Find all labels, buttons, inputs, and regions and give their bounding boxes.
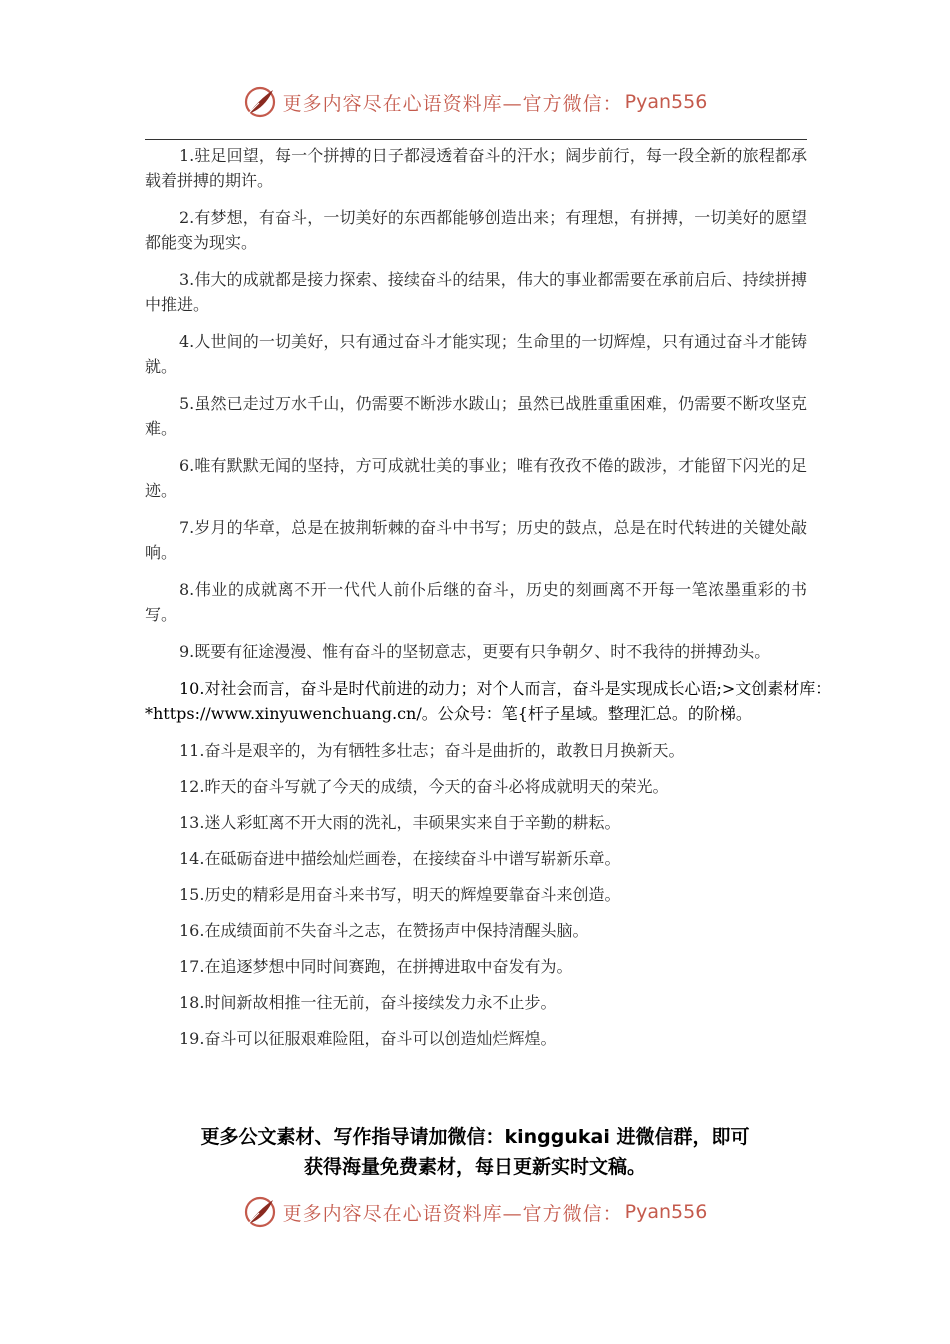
footer-banner [0, 1190, 950, 1234]
header-banner-text: 更多内容尽在心语资料库—官方微信： [282, 92, 623, 115]
paragraph-1: 1.驻足回望，每一个拼搏的日子都浸透着奋斗的汗水；阔步前行，每一段全新的旅程都承载着拼搏的期许。 [145, 146, 807, 190]
document-body [145, 143, 832, 1062]
paragraph-10: 10.对社会而言，奋斗是时代前进的动力；对个人而言，奋斗是实现成长心语;>文创素材库：*https://www.xinyuwenchuang.cn/。公众号：笔{杆子星域。整理汇总。的阶梯。 [145, 679, 832, 723]
promo-line-1: 更多公文素材、写作指导请加微信：kinggukai 进微信群，即可 [200, 1126, 750, 1148]
header-wechat-id: Pyan556 [624, 91, 708, 113]
paragraph-4: 4.人世间的一切美好，只有通过奋斗才能实现；生命里的一切辉煌，只有通过奋斗才能铸就。 [145, 332, 807, 376]
header-divider [145, 139, 807, 140]
paragraph-5: 5.虽然已走过万水千山，仍需要不断涉水跋山；虽然已战胜重重困难，仍需要不断攻坚克难。 [145, 394, 807, 438]
footer-banner-text: 更多内容尽在心语资料库—官方微信： [282, 1202, 623, 1225]
paragraph-6: 6.唯有默默无闻的坚持，方可成就壮美的事业；唯有孜孜不倦的跋涉，才能留下闪光的足迹。 [145, 456, 807, 500]
paragraph-2: 2.有梦想，有奋斗，一切美好的东西都能够创造出来；有理想，有拼搏，一切美好的愿望都能变为现实。 [145, 208, 807, 252]
footer-wechat-id: Pyan556 [624, 1201, 708, 1223]
paragraph-17: 17.在追逐梦想中同时间赛跑，在拼搏进取中奋发有为。 [179, 957, 573, 976]
paragraph-3: 3.伟大的成就都是接力探索、接续奋斗的结果，伟大的事业都需要在承前启后、持续拼搏中推进。 [145, 270, 807, 314]
promo-notice [100, 1122, 850, 1182]
paragraph-16: 16.在成绩面前不失奋斗之志，在赞扬声中保持清醒头脑。 [179, 921, 589, 940]
paragraph-7: 7.岁月的华章，总是在披荆斩棘的奋斗中书写；历史的鼓点，总是在时代转进的关键处敲响。 [145, 518, 807, 562]
paragraph-18: 18.时间新故相推一往无前，奋斗接续发力永不止步。 [179, 993, 557, 1012]
quill-logo-icon [243, 1195, 277, 1229]
promo-line-2: 获得海量免费素材，每日更新实时文稿。 [303, 1156, 646, 1178]
paragraph-19: 19.奋斗可以征服艰难险阻，奋斗可以创造灿烂辉煌。 [179, 1029, 557, 1048]
paragraph-9: 9.既要有征途漫漫、惟有奋斗的坚韧意志，更要有只争朝夕、时不我待的拼搏劲头。 [179, 642, 771, 661]
header-banner [0, 80, 950, 124]
paragraph-14: 14.在砥砺奋进中描绘灿烂画卷，在接续奋斗中谱写崭新乐章。 [179, 849, 621, 868]
paragraph-15: 15.历史的精彩是用奋斗来书写，明天的辉煌要靠奋斗来创造。 [179, 885, 621, 904]
paragraph-8: 8.伟业的成就离不开一代代人前仆后继的奋斗，历史的刻画离不开每一笔浓墨重彩的书写。 [145, 580, 807, 624]
paragraph-11: 11.奋斗是艰辛的，为有牺牲多壮志；奋斗是曲折的，敢教日月换新天。 [179, 741, 685, 760]
paragraph-12: 12.昨天的奋斗写就了今天的成绩，今天的奋斗必将成就明天的荣光。 [179, 777, 669, 796]
quill-logo-icon [243, 85, 277, 119]
paragraph-13: 13.迷人彩虹离不开大雨的洗礼，丰硕果实来自于辛勤的耕耘。 [179, 813, 621, 832]
